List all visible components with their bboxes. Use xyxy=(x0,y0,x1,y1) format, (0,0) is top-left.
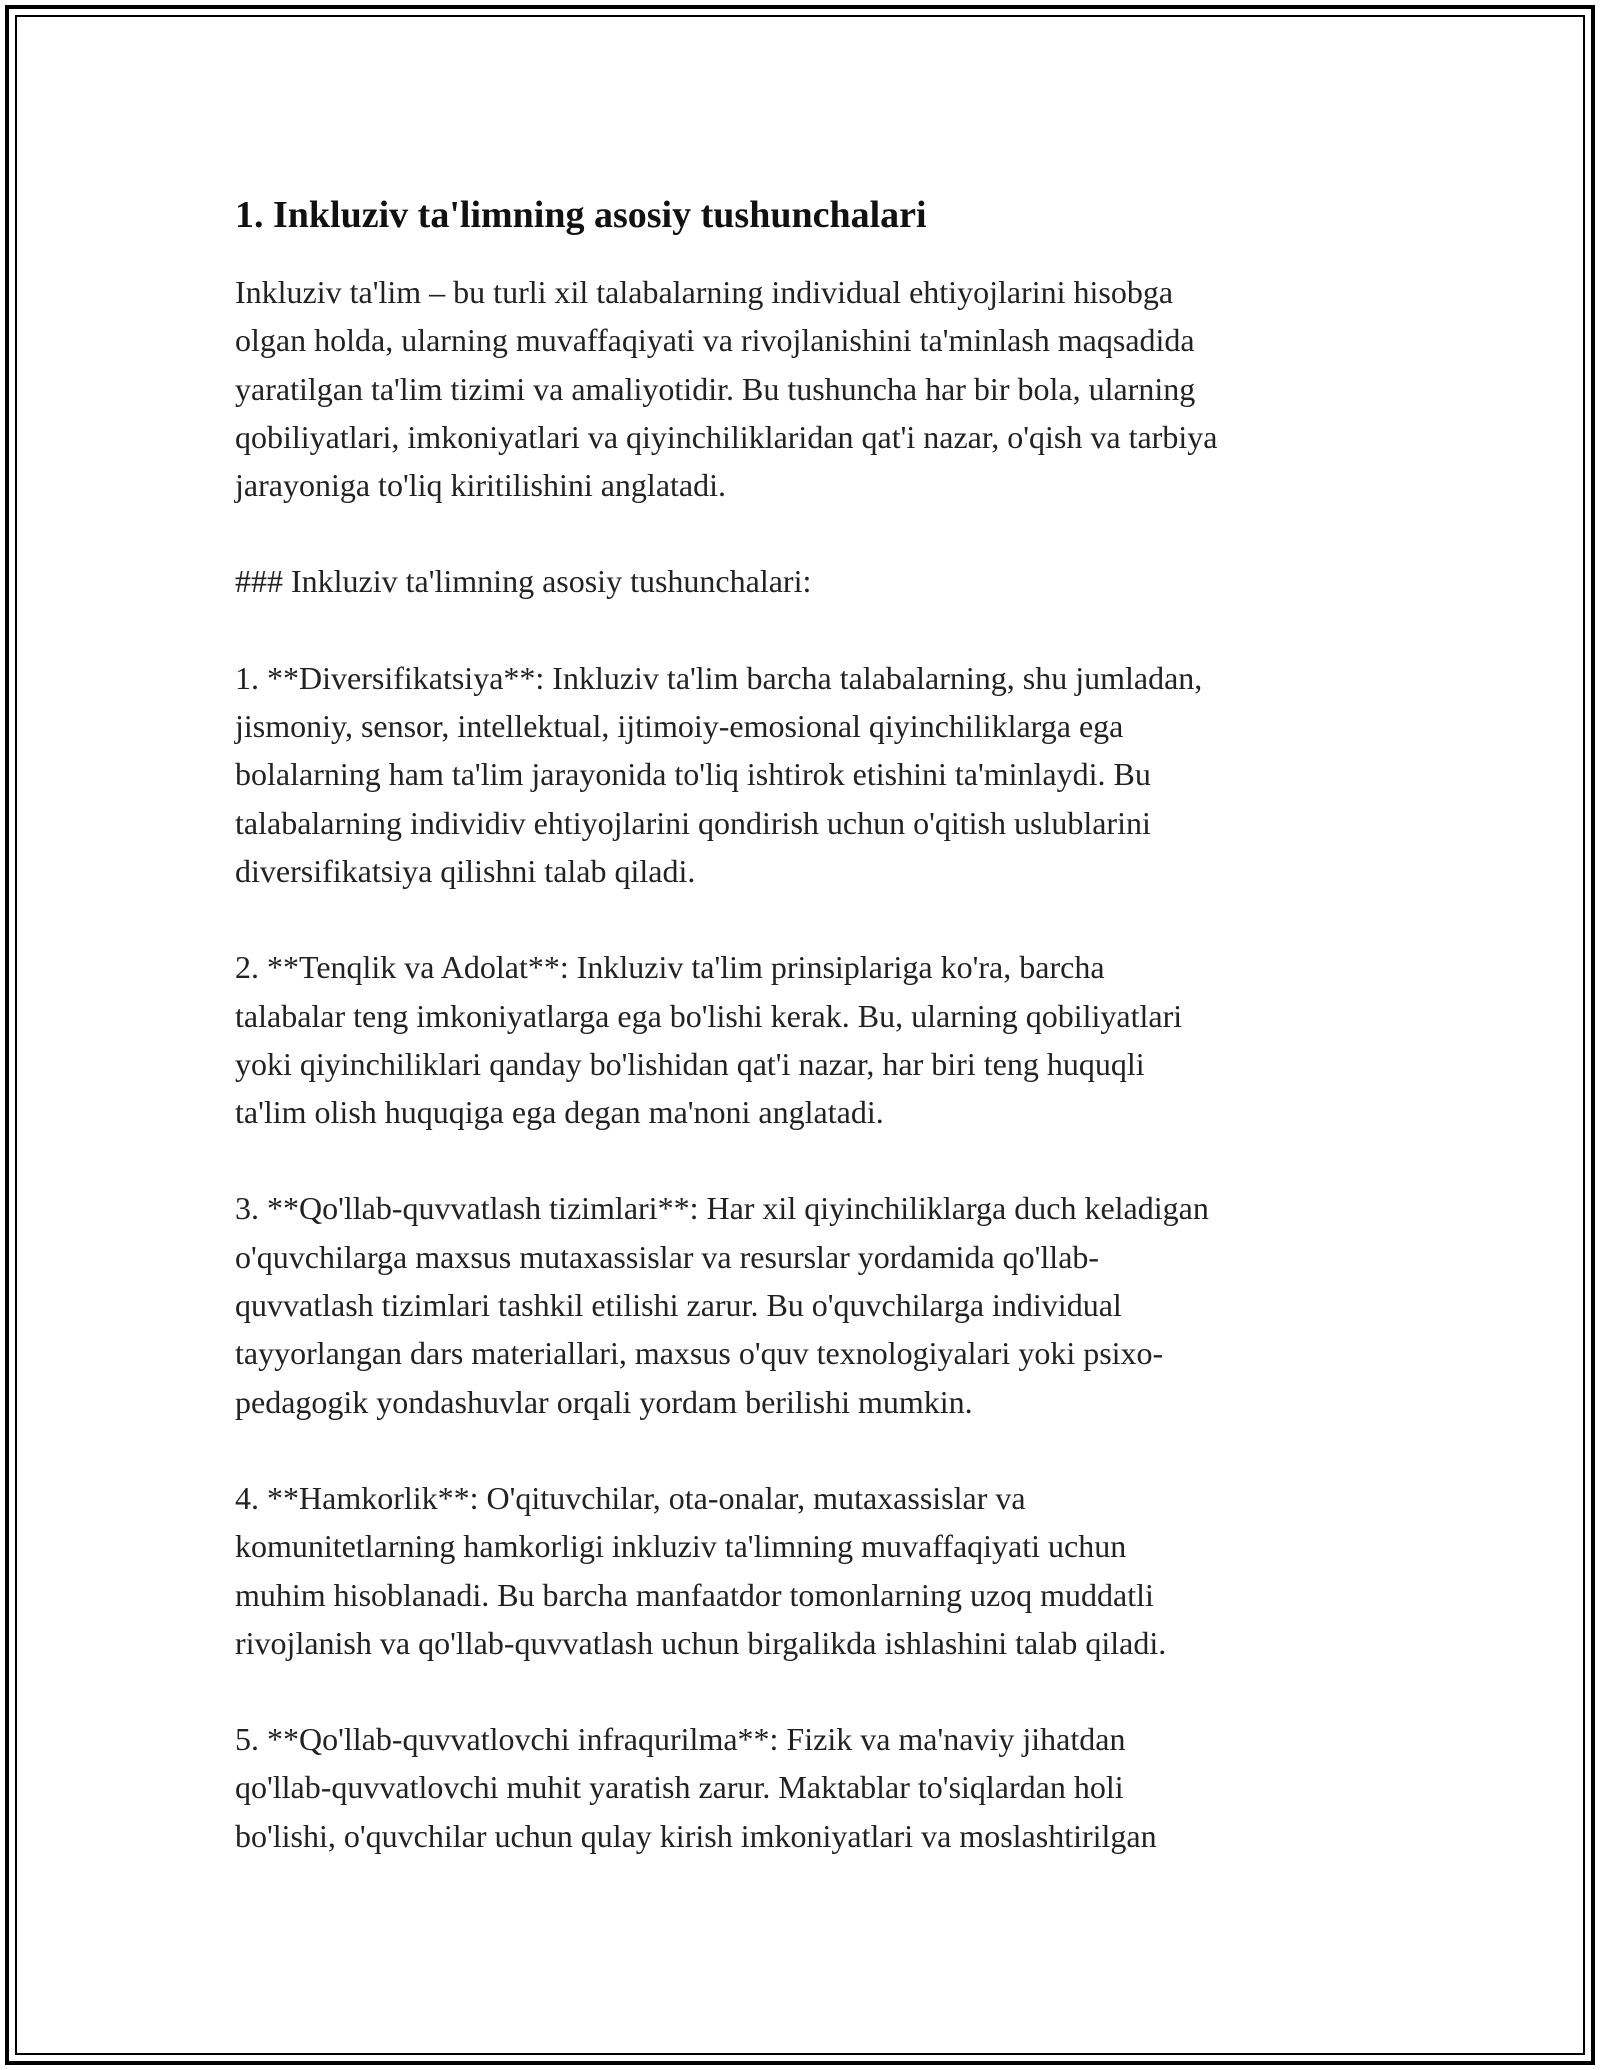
text-line: 3. **Qo'llab-quvvatlash tizimlari**: Har xil qiyinchiliklarga duch keladigan xyxy=(235,1190,1209,1227)
text-line: talabalarning individiv ehtiyojlarini qondirish uchun o'qitish uslublarini xyxy=(235,804,1151,841)
text-line: qobiliyatlari, imkoniyatlari va qiyinchiliklaridan qat'i nazar, o'qish va tarbiya xyxy=(235,418,1218,455)
document-title: 1. Inkluziv ta'limning asosiy tushunchalari xyxy=(235,194,927,236)
text-line: pedagogik yondashuvlar orqali yordam berilishi mumkin. xyxy=(235,1383,973,1420)
text-line: tayyorlangan dars materiallari, maxsus o'quv texnologiyalari yoki psixo- xyxy=(235,1335,1164,1372)
list-item-3 xyxy=(235,1184,1375,1425)
text-line: rivojlanish va qo'llab-quvvatlash uchun birgalikda ishlashini talab qiladi. xyxy=(235,1624,1167,1661)
text-line: komunitetlarning hamkorligi inkluziv ta'limning muvaffaqiyati uchun xyxy=(235,1528,1127,1565)
text-line: o'quvchilarga maxsus mutaxassislar va resurslar yordamida qo'llab- xyxy=(235,1238,1100,1275)
text-line: yaratilgan ta'lim tizimi va amaliyotidir. Bu tushuncha har bir bola, ularning xyxy=(235,370,1196,407)
paragraph-intro xyxy=(235,268,1375,509)
section-heading xyxy=(235,557,1375,605)
text-line: 2. **Tenqlik va Adolat**: Inkluziv ta'lim prinsiplariga ko'ra, barcha xyxy=(235,949,1105,986)
list-item-1 xyxy=(235,654,1375,895)
list-item-5 xyxy=(235,1715,1375,1860)
text-line: qo'llab-quvvatlovchi muhit yaratish zarur. Maktablar to'siqlardan holi xyxy=(235,1769,1124,1806)
text-line: Inkluziv ta'lim – bu turli xil talabalarning individual ehtiyojlarini hisobga xyxy=(235,274,1174,310)
text-line: 5. **Qo'llab-quvvatlovchi infraqurilma**: Fizik va ma'naviy jihatdan xyxy=(235,1721,1126,1758)
text-line: olgan holda, ularning muvaffaqiyati va rivojlanishini ta'minlash maqsadida xyxy=(235,322,1195,359)
text-line: bolalarning ham ta'lim jarayonida to'liq ishtirok etishini ta'minlaydi. Bu xyxy=(235,756,1151,793)
list-item-4 xyxy=(235,1474,1375,1667)
text-line: quvvatlash tizimlari tashkil etilishi zarur. Bu o'quvchilarga individual xyxy=(235,1287,1122,1324)
text-line: ### Inkluziv ta'limning asosiy tushunchalari: xyxy=(235,563,812,600)
text-line: 4. **Hamkorlik**: O'qituvchilar, ota-onalar, mutaxassislar va xyxy=(235,1479,1026,1516)
text-line: diversifikatsiya qilishni talab qiladi. xyxy=(235,852,696,889)
list-item-2 xyxy=(235,943,1375,1136)
text-line: jarayoniga to'liq kiritilishini anglatadi. xyxy=(235,467,726,504)
text-line: muhim hisoblanadi. Bu barcha manfaatdor tomonlarning uzoq muddatli xyxy=(235,1576,1154,1613)
document-body xyxy=(235,190,1375,1908)
text-line: bo'lishi, o'quvchilar uchun qulay kirish imkoniyatlari va moslashtirilgan xyxy=(235,1817,1157,1854)
text-line: talabalar teng imkoniyatlarga ega bo'lishi kerak. Bu, ularning qobiliyatlari xyxy=(235,997,1183,1034)
text-line: yoki qiyinchiliklari qanday bo'lishidan qat'i nazar, har biri teng huquqli xyxy=(235,1045,1145,1082)
text-line: jismoniy, sensor, intellektual, ijtimoiy-emosional qiyinchiliklarga ega xyxy=(235,708,1124,745)
text-line: ta'lim olish huquqiga ega degan ma'noni anglatadi. xyxy=(235,1094,884,1131)
text-line: 1. **Diversifikatsiya**: Inkluziv ta'lim barcha talabalarning, shu jumladan, xyxy=(235,659,1203,696)
